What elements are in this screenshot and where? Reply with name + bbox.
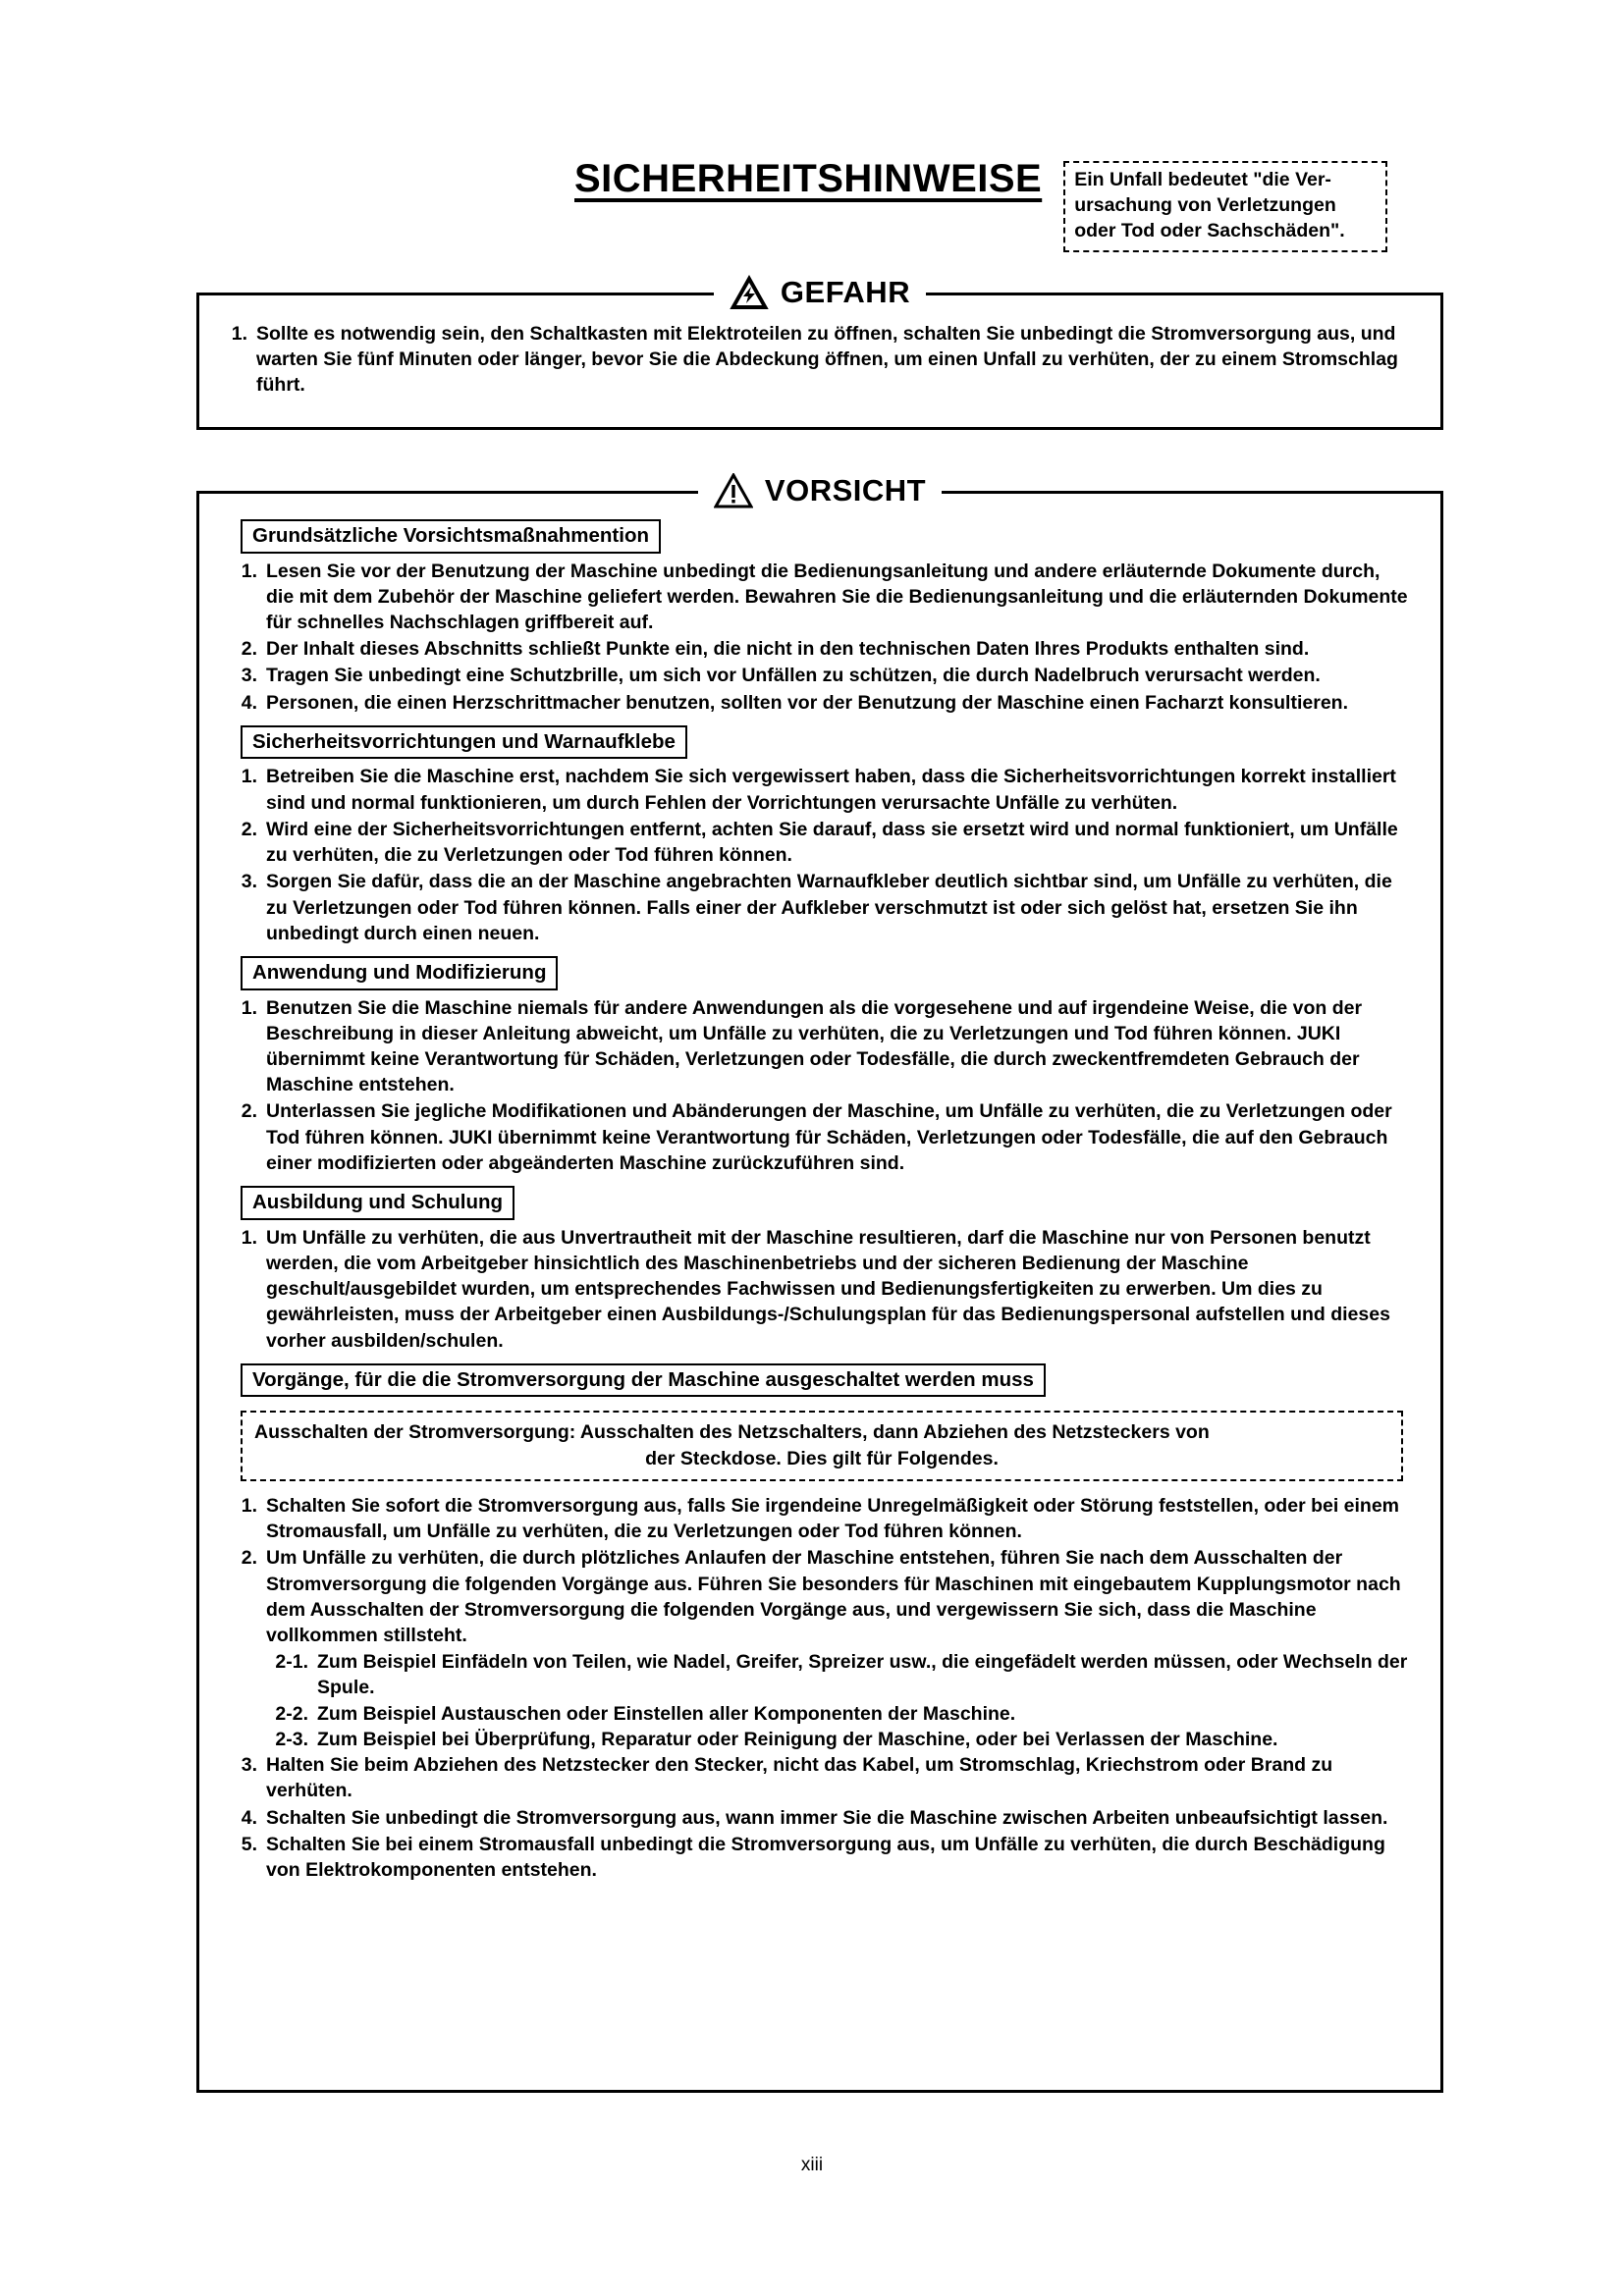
item-text: Personen, die einen Herzschrittmacher benutzen, sollten vor der Benutzung der Maschine einen Facharzt konsultieren. <box>266 691 1348 714</box>
list-item <box>233 636 1411 662</box>
power-off-definition-note <box>241 1411 1403 1481</box>
item-number: 4. <box>241 1806 257 1829</box>
item-text: Um Unfälle zu verhüten, die aus Unvertrautheit mit der Maschine resultieren, darf die Maschine nur von Personen benutzt werden, die vom Arbeitgeber hinsichtlich des Maschinenbetriebs und der sicheren Bedienung der Maschine geschult/ausgebildet wurden, um entsprechendes Fachwissen und Bedienungsfertigkeiten zu erwerben. Um dies zu gewährleisten, muss der Arbeitgeber einen Ausbildungs-/Schulungsplan für das Bedienungspersonal aufstellen und dieses vorher ausbilden/schulen. <box>266 1226 1390 1352</box>
list-item <box>233 1805 1411 1831</box>
item-number: 2. <box>241 1100 257 1123</box>
definition-line-3: oder Tod oder Sachschäden". <box>1074 219 1345 241</box>
note-line-2: der Steckdose. Dies gilt für Folgendes. <box>645 1447 999 1469</box>
danger-legend <box>199 275 1440 310</box>
caution-section <box>196 473 1443 2093</box>
list-item <box>233 1752 1411 1803</box>
definition-line-1: Ein Unfall bedeutet "die Ver- <box>1074 169 1331 190</box>
caution-content <box>199 494 1440 1894</box>
sub-list-item <box>233 1701 1411 1727</box>
item-number: 1. <box>241 1226 257 1249</box>
page-number: xiii <box>800 2155 824 2175</box>
item-text: Wird eine der Sicherheitsvorrichtungen entfernt, achten Sie darauf, dass sie ersetzt wird und normal funktioniert, um Unfälle zu verhüten, die zu Verletzungen oder Tod führen können. <box>266 818 1398 867</box>
list-item <box>233 1545 1411 1648</box>
item-number: 1. <box>241 766 257 788</box>
item-text: Zum Beispiel Einfädeln von Teilen, wie Nadel, Greifer, Spreizer usw., die eingefädelt werden müssen, oder Wechseln der Spule. <box>317 1651 1408 1699</box>
item-number: 2-2. <box>275 1702 308 1725</box>
subsection-heading: Sicherheitsvorrichtungen und Warnaufklebe <box>241 725 687 760</box>
item-text: Schalten Sie bei einem Stromausfall unbedingt die Stromversorgung aus, um Unfälle zu verhüten, die durch Beschädigung von Elektrokomponenten entstehen. <box>266 1833 1385 1881</box>
caution-label: VORSICHT <box>764 473 927 507</box>
item-number: 3. <box>241 871 257 893</box>
item-text: Um Unfälle zu verhüten, die durch plötzliches Anlaufen der Maschine entstehen, führen Sie nach dem Ausschalten der Stromversorgung die folgenden Vorgänge aus. Führen Sie besonders für Maschinen mit eingebautem Kupplungsmotor nach dem Ausschalten der Stromversorgung die folgenden Vorgänge aus, und vergewissern Sie sich, dass die Maschine vollkommen stillsteht. <box>266 1547 1401 1646</box>
item-number: 1. <box>241 996 257 1019</box>
item-text: Betreiben Sie die Maschine erst, nachdem Sie sich vergewissert haben, dass die Sicherheitsvorrichtungen korrekt installiert sind und normal funktionieren, um durch Fehlen der Vorrichtungen verursachte Unfälle zu verhüten. <box>266 766 1396 814</box>
list-item <box>233 1225 1411 1354</box>
subsection-heading: Vorgänge, für die die Stromversorgung der Maschine ausgeschaltet werden muss <box>241 1363 1046 1398</box>
list-item <box>233 764 1411 815</box>
item-number: 2. <box>241 638 257 661</box>
caution-legend <box>199 473 1440 508</box>
subsection-list <box>233 1493 1411 1648</box>
electric-shock-warning-icon <box>730 275 769 310</box>
danger-list <box>205 321 1411 399</box>
item-text: Benutzen Sie die Maschine niemals für andere Anwendungen als die vorgesehene und auf irgendeine Weise, die von der Beschreibung in dieser Anleitung abweicht, um Unfälle zu verhüten, die zu Verletzungen und Tod führen können. JUKI übernimmt keine Verantwortung für Schäden, Verletzungen oder Todesfälle, die durch zweckentfremdeten Gebrauch der Maschine entstehen. <box>266 996 1363 1096</box>
list-item <box>233 559 1411 636</box>
item-number: 3. <box>241 1754 257 1777</box>
list-item <box>233 690 1411 716</box>
list-item <box>205 321 1411 399</box>
subsection-list <box>233 1225 1411 1354</box>
item-text: Schalten Sie unbedingt die Stromversorgung aus, wann immer Sie die Maschine zwischen Arbeiten unbeaufsichtigt lassen. <box>266 1806 1388 1829</box>
item-number: 1. <box>241 560 257 582</box>
page-title: SICHERHEITSHINWEISE <box>574 157 1043 200</box>
danger-content <box>199 295 1440 409</box>
sub-list-item <box>233 1727 1411 1752</box>
item-text: Zum Beispiel bei Überprüfung, Reparatur oder Reinigung der Maschine, oder bei Verlassen der Maschine. <box>317 1728 1278 1750</box>
exclamation-triangle-icon <box>714 473 753 508</box>
item-number: 3. <box>241 665 257 687</box>
item-number: 4. <box>241 691 257 714</box>
item-number: 2. <box>241 1547 257 1570</box>
item-text: Der Inhalt dieses Abschnitts schließt Punkte ein, die nicht in den technischen Daten Ihres Produkts enthalten sind. <box>266 638 1310 661</box>
item-text: Halten Sie beim Abziehen des Netzstecker den Stecker, nicht das Kabel, um Stromschlag, Kriechstrom oder Brand zu verhüten. <box>266 1754 1333 1802</box>
item-text: Sorgen Sie dafür, dass die an der Maschine angebrachten Warnaufkleber deutlich sichtbar sind, um Unfälle zu verhüten, die zu Verletzungen oder Tod führen können. Falls einer der Aufkleber verschmutzt ist oder sich gelöst hat, ersetzen Sie ihn unbedingt durch einen neuen. <box>266 871 1392 944</box>
note-line-1: Ausschalten der Stromversorgung: Ausschalten des Netzschalters, dann Abziehen des Netzsteckers von <box>254 1421 1210 1444</box>
list-item <box>233 663 1411 688</box>
item-text: Unterlassen Sie jegliche Modifikationen und Abänderungen der Maschine, um Unfälle zu verhüten, die zu Verletzungen oder Tod führen können. JUKI übernimmt keine Verantwortung für Schäden, Verletzungen oder Todesfälle, die auf den Gebrauch einer modifizierten oder abgeänderten Maschine zurückzuführen sind. <box>266 1100 1392 1174</box>
item-number: 1. <box>241 1494 257 1517</box>
subsection-heading: Ausbildung und Schulung <box>241 1186 514 1220</box>
item-text: Lesen Sie vor der Benutzung der Maschine unbedingt die Bedienungsanleitung und andere erläuternde Dokumente durch, die mit dem Zubehör der Maschine geliefert werden. Bewahren Sie die Bedienungsanleitung und die erläuternden Dokumente für schnelles Nachschlagen griffbereit auf. <box>266 560 1408 633</box>
list-item <box>233 817 1411 868</box>
list-item <box>233 1098 1411 1176</box>
sub-list-item <box>233 1649 1411 1700</box>
subsection-list <box>233 559 1411 716</box>
list-item <box>233 1832 1411 1883</box>
item-text: Tragen Sie unbedingt eine Schutzbrille, um sich vor Unfällen zu schützen, die durch Nadelbruch verursacht werden. <box>266 665 1321 687</box>
item-number: 2. <box>241 818 257 840</box>
page-header <box>196 157 1443 252</box>
item-number: 2-1. <box>275 1651 308 1674</box>
accident-definition-box <box>1063 161 1387 252</box>
subsection-list-continued <box>233 1752 1411 1883</box>
danger-label: GEFAHR <box>780 275 911 309</box>
danger-section <box>196 275 1443 430</box>
sub-list <box>233 1649 1411 1752</box>
subsection-list <box>233 764 1411 946</box>
list-item <box>233 1493 1411 1544</box>
item-text: Sollte es notwendig sein, den Schaltkasten mit Elektroteilen zu öffnen, schalten Sie unbedingt die Stromversorgung aus, und warten Sie fünf Minuten oder länger, bevor Sie die Abdeckung öffnen, um einen Unfall zu verhüten, der zu einem Stromschlag führt. <box>256 323 1398 397</box>
list-item <box>233 995 1411 1098</box>
item-number: 2-3. <box>275 1728 308 1750</box>
item-text: Schalten Sie sofort die Stromversorgung aus, falls Sie irgendeine Unregelmäßigkeit oder Störung feststellen, oder bei einem Stromausfall, um Unfälle zu verhüten, die zu Verletzungen oder Tod führen können. <box>266 1494 1400 1543</box>
definition-line-2: ursachung von Verletzungen <box>1074 193 1336 216</box>
list-item <box>233 869 1411 946</box>
item-number: 1. <box>231 323 247 345</box>
subsection-heading: Grundsätzliche Vorsichtsmaßnahmention <box>241 519 661 554</box>
item-number: 5. <box>241 1833 257 1855</box>
item-text: Zum Beispiel Austauschen oder Einstellen aller Komponenten der Maschine. <box>317 1702 1016 1725</box>
subsection-heading: Anwendung und Modifizierung <box>241 956 558 990</box>
subsection-list <box>233 995 1411 1177</box>
